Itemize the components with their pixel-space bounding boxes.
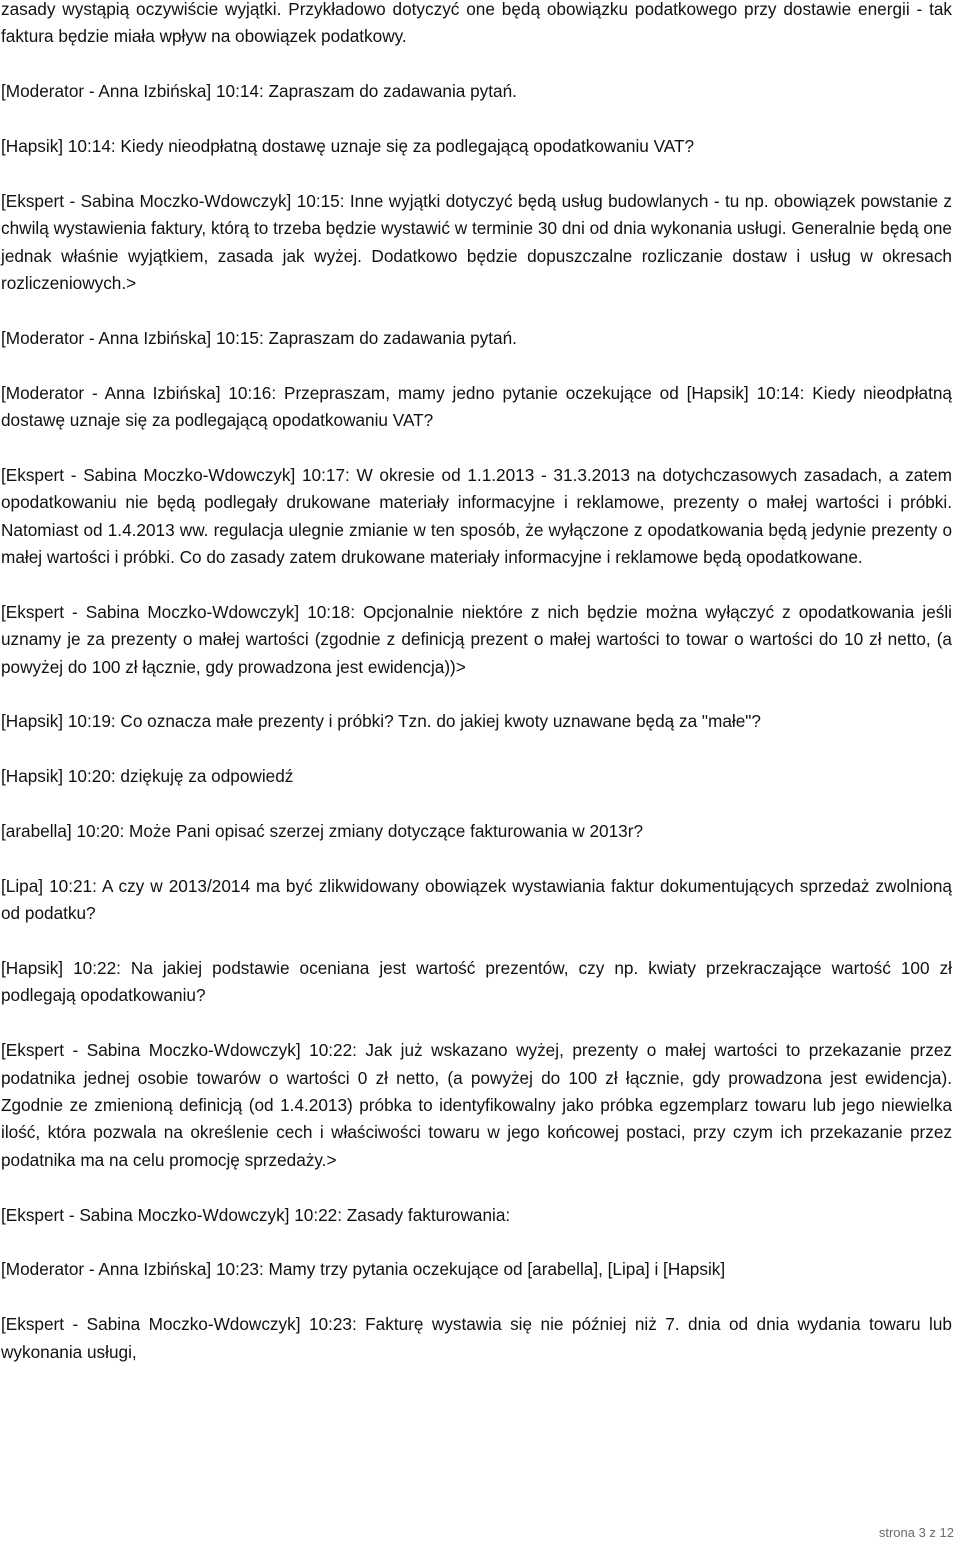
chat-message: [Hapsik] 10:14: Kiedy nieodpłatną dostawę uznaje się za podlegającą opodatkowaniu VAT? — [1, 136, 695, 156]
chat-message: [Hapsik] 10:20: dziękuję za odpowiedź — [1, 766, 294, 787]
paragraph-continuation: zasady wystąpią oczywiście wyjątki. Przykładowo dotyczyć one będą obowiązku podatkowego przy dostawie energii - tak faktura będzie miała wpływ na obowiązek podatkowy. — [1, 0, 952, 47]
chat-message: [arabella] 10:20: Może Pani opisać szerzej zmiany dotyczące fakturowania w 2013r? — [1, 821, 644, 842]
chat-message: [Ekspert - Sabina Moczko-Wdowczyk] 10:18: Opcjonalnie niektóre z nich będzie można wyłączyć z opodatkowania jeśli uznamy je za prezenty o małej wartości (zgodnie z definicją prezent o małej wartości to towar o wartości do 10 zł netto, (a powyżej do 100 zł łącznie, gdy prowadzona jest ewidencja))> — [1, 601, 952, 677]
chat-message: [Hapsik] 10:22: Na jakiej podstawie oceniana jest wartość prezentów, czy np. kwiaty przekraczające wartość 100 zł podlegają opodatkowaniu? — [1, 958, 952, 1006]
chat-message: [Ekspert - Sabina Moczko-Wdowczyk] 10:22: Zasady fakturowania: — [1, 1204, 511, 1225]
chat-message: [Moderator - Anna Izbińska] 10:15: Zapraszam do zadawania pytań. — [1, 327, 517, 348]
page-number: strona 3 z 12 — [878, 1525, 954, 1540]
chat-message: [Ekspert - Sabina Moczko-Wdowczyk] 10:22: Jak już wskazano wyżej, prezenty o małej wartości to przekazanie przez podatnika jednej osobie towarów o wartości 0 zł netto, (a powyżej do 100 zł łącznie, gdy prowadzona jest ewidencja). Zgodnie ze zmienioną definicją (od 1.4.2013) próbka to identyfikowalny jako próbka egzemplarz towaru lub jego niewielka ilość, która pozwala na określenie cech i właściwości towaru w jego końcowej postaci, przy czym ich przekazanie przez podatnika ma na celu promocję sprzedaży.> — [1, 1040, 952, 1170]
chat-message: [Lipa] 10:21: A czy w 2013/2014 ma być zlikwidowany obowiązek wystawiania faktur dokumentujących sprzedaż zwolnioną od podatku? — [1, 875, 952, 924]
chat-message: [Ekspert - Sabina Moczko-Wdowczyk] 10:23: Fakturę wystawia się nie później niż 7. dnia od dnia wydania towaru lub wykonania usługi, — [1, 1314, 952, 1362]
chat-message: [Moderator - Anna Izbińska] 10:23: Mamy trzy pytania oczekujące od [arabella], [Lipa] i [Hapsik] — [1, 1259, 726, 1280]
chat-message: [Moderator - Anna Izbińska] 10:16: Przepraszam, mamy jedno pytanie oczekujące od [Hapsik] 10:14: Kiedy nieodpłatną dostawę uznaje się za podlegającą opodatkowaniu VAT? — [1, 382, 952, 431]
chat-message: [Ekspert - Sabina Moczko-Wdowczyk] 10:15: Inne wyjątki dotyczyć będą usług budowlanych - tu np. obowiązek powstanie z chwilą wystawienia faktury, którą to trzeba będzie wystawić w terminie 30 dni od dnia wykonania usługi. Generalnie będą one jednak właśnie wyjątkiem, zasada jak wyżej. Dodatkowo będzie dopuszczalne rozliczanie dostaw i usług w okresach rozliczeniowych.> — [1, 190, 952, 294]
chat-message: [Moderator - Anna Izbińska] 10:14: Zapraszam do zadawania pytań. — [1, 81, 517, 102]
chat-message: [Hapsik] 10:19: Co oznacza małe prezenty i próbki? Tzn. do jakiej kwoty uznawane będą za "małe"? — [1, 711, 761, 732]
chat-message: [Ekspert - Sabina Moczko-Wdowczyk] 10:17: W okresie od 1.1.2013 - 31.3.2013 na dotychczasowych zasadach, a zatem opodatkowaniu nie będą podlegały drukowane materiały informacyjne i reklamowe, prezenty o małej wartości i próbki. Natomiast od 1.4.2013 ww. regulacja ulegnie zmianie w ten sposób, że wyłączone z opodatkowania będą jedynie prezenty o małej wartości i próbki. Co do zasady zatem drukowane materiały informacyjne i reklamowe będą opodatkowane. — [1, 464, 952, 568]
